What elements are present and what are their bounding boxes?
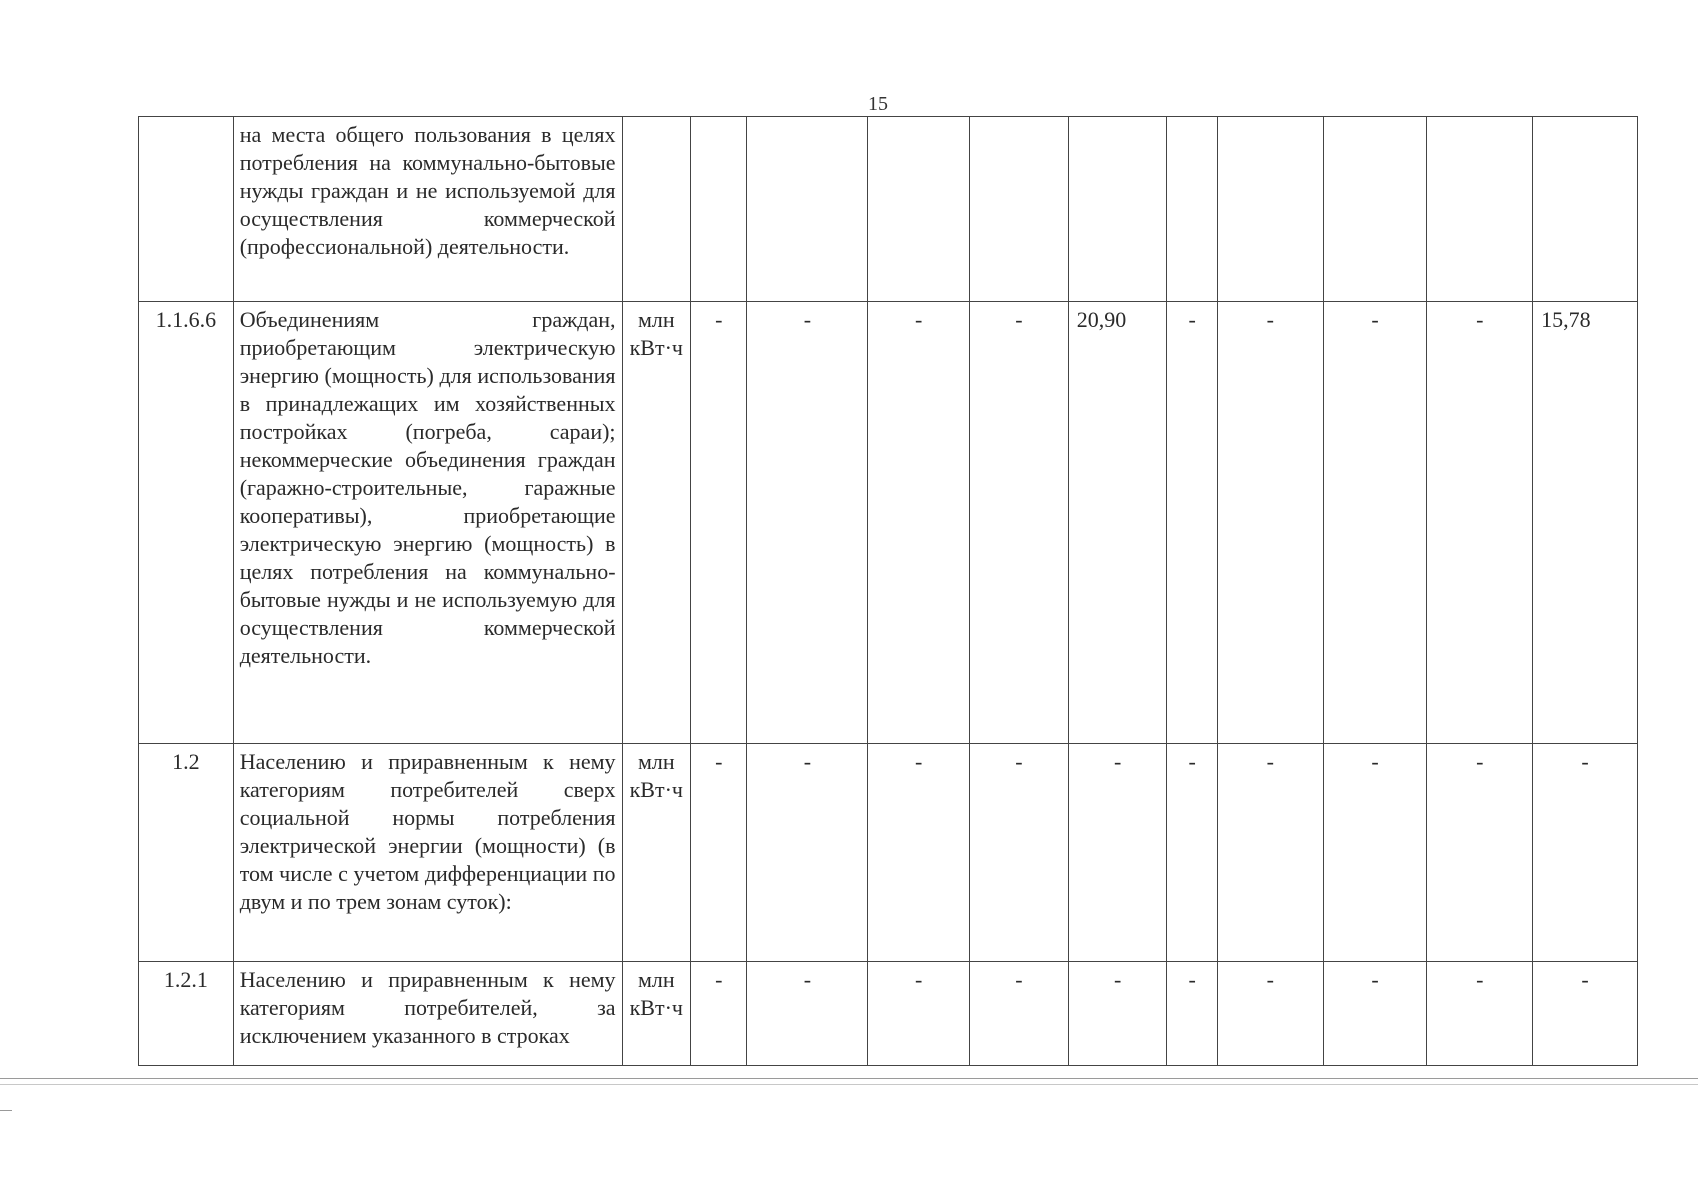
value-cell xyxy=(1323,117,1427,302)
value-cell: - xyxy=(1427,302,1533,744)
tariff-table xyxy=(138,116,1638,1066)
scan-artifact-line xyxy=(0,1078,1698,1079)
row-unit: млн кВт·ч xyxy=(622,962,691,1066)
value-cell xyxy=(1427,117,1533,302)
value-cell xyxy=(970,117,1069,302)
value-cell xyxy=(1068,117,1167,302)
table-row xyxy=(139,302,1638,744)
value-cell: - xyxy=(970,302,1069,744)
row-number xyxy=(139,117,234,302)
value-cell: - xyxy=(1323,302,1427,744)
value-cell: - xyxy=(970,744,1069,962)
value-cell: - xyxy=(1427,744,1533,962)
table-row xyxy=(139,117,1638,302)
value-cell: - xyxy=(747,744,868,962)
value-cell: - xyxy=(868,744,970,962)
value-cell: - xyxy=(1167,744,1217,962)
value-cell: 15,78 xyxy=(1533,302,1638,744)
value-cell: - xyxy=(1323,962,1427,1066)
value-cell xyxy=(1533,117,1638,302)
value-cell xyxy=(691,117,747,302)
row-description: Объединениям граждан, приобретающим электрическую энергию (мощность) для использования в принадлежащих им хозяйственных постройках (погреба, сараи); некоммерческие объединения граждан (гаражно-строительные, гаражные кооперативы), приобретающие электрическую энергию (мощность) в целях потребления на коммунально-бытовые нужды и не используемую для осуществления коммерческой деятельности. xyxy=(233,302,622,744)
row-description: Населению и приравненным к нему категориям потребителей сверх социальной нормы потребления электрической энергии (мощности) (в том числе с учетом дифференциации по двум и по трем зонам суток): xyxy=(233,744,622,962)
value-cell xyxy=(1217,117,1323,302)
value-cell: - xyxy=(868,962,970,1066)
value-cell: - xyxy=(691,962,747,1066)
value-cell: 20,90 xyxy=(1068,302,1167,744)
value-cell: - xyxy=(868,302,970,744)
scan-artifact-line xyxy=(0,1084,1698,1085)
row-unit: млн кВт·ч xyxy=(622,302,691,744)
value-cell: - xyxy=(1167,302,1217,744)
value-cell: - xyxy=(1323,744,1427,962)
row-unit xyxy=(622,117,691,302)
value-cell: - xyxy=(1427,962,1533,1066)
value-cell: - xyxy=(1533,744,1638,962)
value-cell: - xyxy=(1068,744,1167,962)
row-number: 1.2 xyxy=(139,744,234,962)
row-number: 1.2.1 xyxy=(139,962,234,1066)
table-row xyxy=(139,744,1638,962)
value-cell: - xyxy=(1217,744,1323,962)
value-cell: - xyxy=(691,744,747,962)
value-cell: - xyxy=(1068,962,1167,1066)
row-description: Населению и приравненным к нему категориям потребителей, за исключением указанного в строках xyxy=(233,962,622,1066)
value-cell: - xyxy=(970,962,1069,1066)
value-cell xyxy=(747,117,868,302)
page-number: 15 xyxy=(868,93,888,115)
row-number: 1.1.6.6 xyxy=(139,302,234,744)
value-cell: - xyxy=(1217,302,1323,744)
table-row xyxy=(139,962,1638,1066)
value-cell: - xyxy=(1167,962,1217,1066)
value-cell xyxy=(1167,117,1217,302)
value-cell xyxy=(868,117,970,302)
scan-artifact-mark xyxy=(0,1110,12,1111)
value-cell: - xyxy=(691,302,747,744)
value-cell: - xyxy=(1217,962,1323,1066)
row-unit: млн кВт·ч xyxy=(622,744,691,962)
value-cell: - xyxy=(747,962,868,1066)
row-description: на места общего пользования в целях потребления на коммунально-бытовые нужды граждан и не используемой для осуществления коммерческой (профессиональной) деятельности. xyxy=(233,117,622,302)
value-cell: - xyxy=(1533,962,1638,1066)
value-cell: - xyxy=(747,302,868,744)
